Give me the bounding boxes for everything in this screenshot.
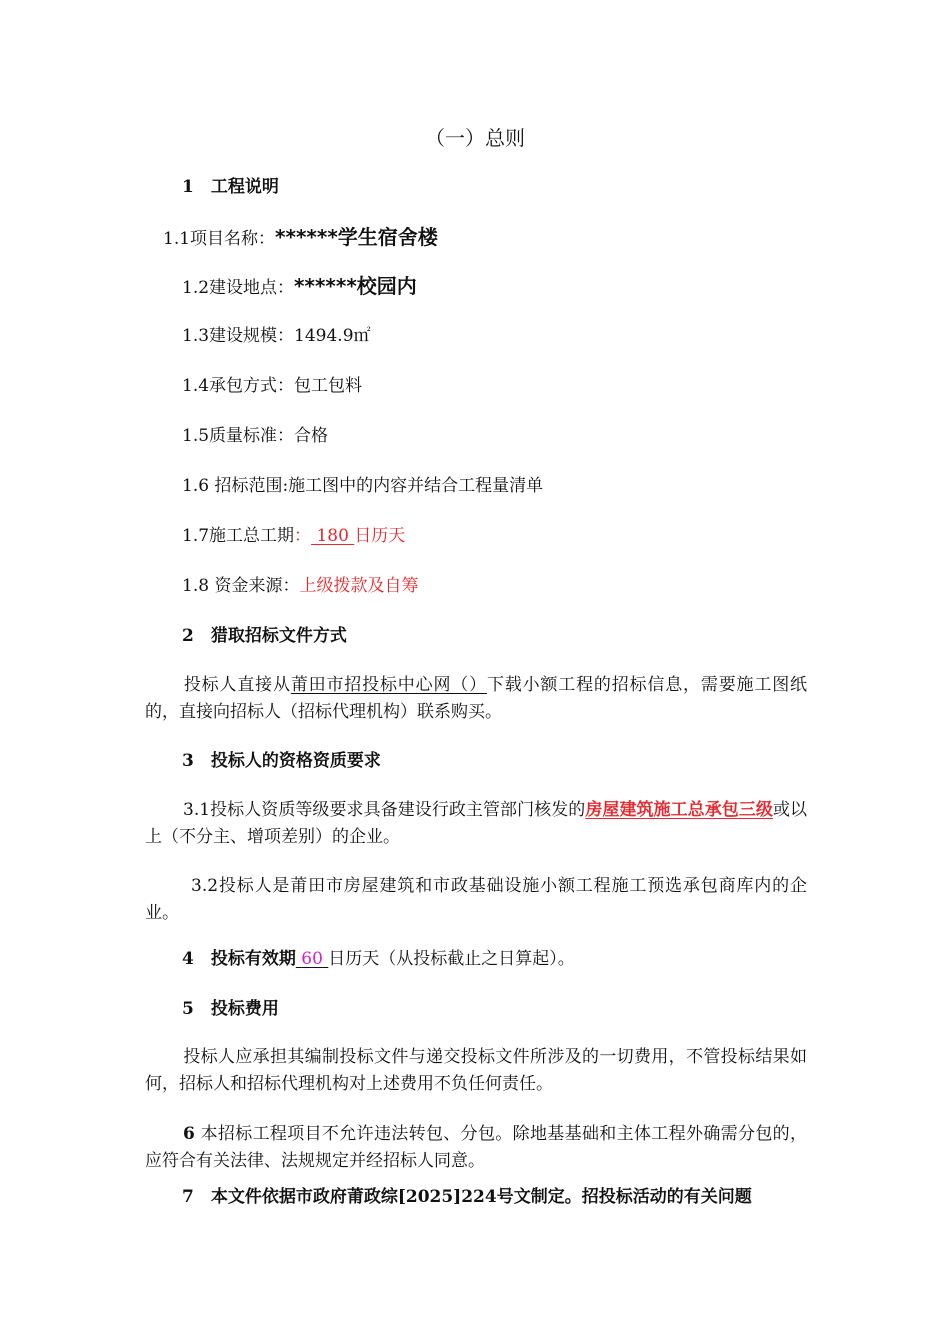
bid-validity-days: 60 xyxy=(301,949,323,969)
item-funding-source xyxy=(182,576,418,596)
item-quality-standard: 1.5质量标准：合格 xyxy=(182,426,329,446)
item-construction-site xyxy=(182,276,417,298)
item-construction-scale: 1.3建设规模：1494.9㎡ xyxy=(182,326,371,346)
section-title: （一）总则 xyxy=(425,126,525,150)
item-label: 1.7施工总工期 xyxy=(182,526,295,546)
item-label: 1.2建设地点： xyxy=(182,278,295,298)
tender-center-link[interactable]: 莆田市招投标中心网（） xyxy=(290,675,487,695)
item-label: 1.8 资金来源： xyxy=(182,576,300,596)
paragraph-obtain-documents: 投标人直接从莆田市招投标中心网（）下载小额工程的招标信息，需要施工图纸的，直接向招标人（招标代理机构）联系购买。 xyxy=(145,675,808,722)
heading-project-description: 1 工程说明 xyxy=(182,177,279,197)
item-construction-period xyxy=(182,526,405,546)
paragraph-basis: 7 本文件依据市政府莆政综[2025]224号文制定。招投标活动的有关问题 xyxy=(182,1187,752,1207)
paragraph-qualification-3-1: 3.1投标人资质等级要求具备建设行政主管部门核发的房屋建筑施工总承包三级或以上（不分主、增项差别）的企业。 xyxy=(145,800,808,847)
period-days-value: 180 xyxy=(311,526,355,546)
item-colon: ： xyxy=(294,526,312,546)
qualification-level-highlight: 房屋建筑施工总承包三级 xyxy=(585,800,773,820)
bid-validity-label: 4 投标有效期 xyxy=(182,949,296,969)
funding-value: 上级拨款及自筹 xyxy=(299,576,419,596)
heading-qualification: 3 投标人的资格资质要求 xyxy=(182,751,381,771)
paragraph-qualification-3-2: 3.2投标人是莆田市房屋建筑和市政基础设施小额工程施工预选承包商库内的企业。 xyxy=(145,876,807,923)
heading-bid-cost: 5 投标费用 xyxy=(182,999,279,1019)
heading-obtain-documents: 2 猎取招标文件方式 xyxy=(182,626,347,646)
paragraph-bid-cost: 投标人应承担其编制投标文件与递交投标文件所涉及的一切费用，不管投标结果如何，招标人和招标代理机构对上述费用不负任何责任。 xyxy=(145,1047,807,1094)
item-value: ******学生宿舍楼 xyxy=(275,225,438,249)
item-contract-mode: 1.4承包方式：包工包料 xyxy=(182,376,363,396)
period-unit: 日历天 xyxy=(354,526,406,546)
paragraph-subcontract: 6 本招标工程项目不允许违法转包、分包。除地基基础和主体工程外确需分包的，应符合有关法律、法规规定并经招标人同意。 xyxy=(145,1124,807,1171)
item-label: 1.1项目名称： xyxy=(163,229,276,249)
item-value: ******校园内 xyxy=(294,274,417,298)
item-project-name xyxy=(163,227,438,249)
item-bid-validity: 4 投标有效期 60 日历天（从投标截止之日算起）。 xyxy=(182,949,575,969)
item-tender-scope: 1.6 招标范围:施工图中的内容并结合工程量清单 xyxy=(182,476,544,496)
